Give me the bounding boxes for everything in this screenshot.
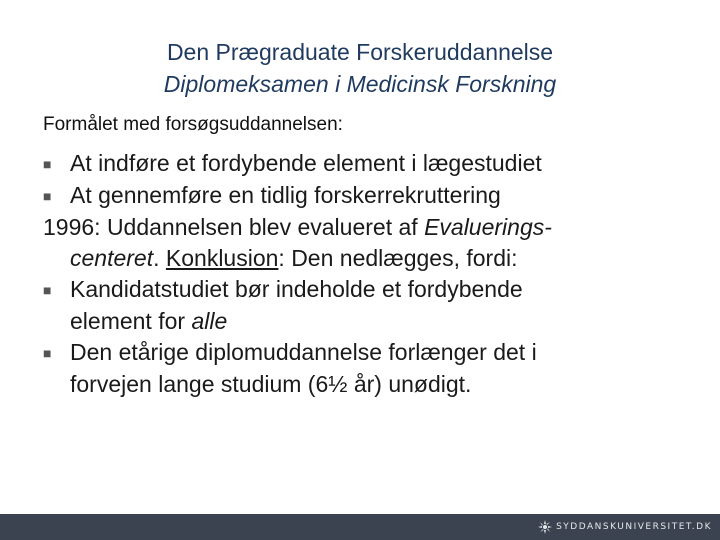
intro-strong: Formålet — [43, 114, 118, 135]
title-line-2: Diplomeksamen i Medicinsk Forskning — [163, 71, 557, 97]
sdu-logo-icon — [538, 520, 552, 534]
evaluation-paragraph-cont — [43, 243, 683, 274]
title-line-1: Den Prægraduate Forskeruddannelse — [166, 39, 554, 65]
square-bullet-icon: ■ — [43, 282, 52, 298]
footer-bar — [0, 514, 720, 540]
footer-logo — [538, 520, 712, 534]
square-bullet-icon: ■ — [43, 156, 52, 172]
logo-text: SYDDANSKUNIVERSITET.DK — [556, 522, 712, 532]
intro-rest: med forsøgsuddannelsen: — [117, 114, 343, 135]
bullet-text: At gennemføre en tidlig forskerrekruttering — [70, 182, 501, 208]
slide-body — [43, 148, 683, 400]
bullet-text: Kandidatstudiet bør indeholde et fordybende — [70, 276, 523, 302]
square-bullet-icon: ■ — [43, 345, 52, 361]
bullet-text: At indføre et fordybende element i lægestudiet — [70, 150, 542, 176]
evaluation-separator: . — [153, 245, 166, 271]
evaluation-centre-part1: Evaluerings- — [424, 214, 552, 240]
evaluation-centre-part2: centeret — [70, 245, 154, 271]
bullet-text: Den etårige diplomuddannelse forlænger det i — [70, 339, 537, 365]
bullet-text-cont: element for — [70, 308, 192, 334]
conclusion-text: : Den nedlægges, fordi: — [278, 245, 518, 271]
bullet-emphasis: alle — [191, 308, 228, 334]
list-item — [43, 148, 683, 180]
slide-title — [0, 36, 720, 100]
list-item-cont — [43, 306, 683, 337]
list-item — [43, 180, 683, 212]
square-bullet-icon: ■ — [43, 188, 52, 204]
evaluation-year: 1996 — [43, 214, 95, 240]
conclusion-label: Konklusion — [165, 245, 279, 271]
list-item — [43, 337, 683, 369]
bullet-text-cont: forvejen lange studium (6½ år) unødigt. — [70, 371, 472, 397]
evaluation-paragraph — [43, 212, 683, 243]
list-item-cont — [43, 369, 683, 400]
intro-text — [43, 112, 343, 138]
list-item — [43, 274, 683, 306]
evaluation-text: : Uddannelsen blev evalueret af — [94, 214, 425, 240]
